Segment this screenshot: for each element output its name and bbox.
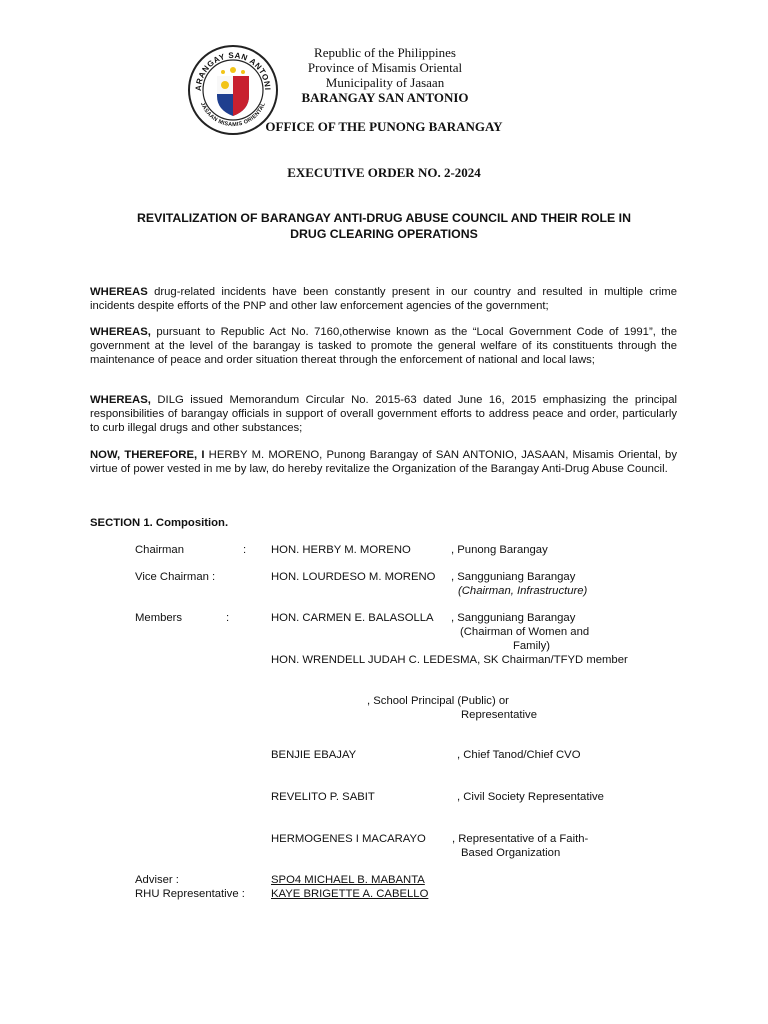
vice-chairman-name: HON. LOURDESO M. MORENO (271, 571, 436, 583)
chairman-position: , Punong Barangay (451, 544, 548, 556)
member-3-position: , School Principal (Public) or (367, 695, 509, 707)
now-therefore-paragraph (90, 448, 677, 476)
whereas-paragraph-3 (90, 393, 677, 435)
whereas-paragraph-1 (90, 285, 677, 313)
header-barangay: BARANGAY SAN ANTONIO (301, 90, 469, 105)
paragraph-text: HERBY M. MORENO, Punong Barangay of SAN ANTONIO, JASAAN, Misamis Oriental, by virtue of power vested in me by law, do hereby revitalize the Organization of the Barangay Anti-Drug Abuse Council. (90, 449, 677, 475)
order-title-line1: REVITALIZATION OF BARANGAY ANTI-DRUG ABUSE COUNCIL AND THEIR ROLE IN (137, 211, 631, 225)
paragraph-text: pursuant to Republic Act No. 7160,otherwise known as the “Local Government Code of 1991”, the government at the level of the barangay is tasked to promote the general welfare of its constituents through the maintenance of peace and order situation thereat through the enforcement of national and local laws; (90, 326, 677, 366)
executive-order-number: EXECUTIVE ORDER NO. 2-2024 (287, 165, 481, 180)
paragraph-lead: NOW, THEREFORE, I (90, 449, 205, 461)
header-municipality: Municipality of Jasaan (325, 75, 445, 90)
member-4-position: , Chief Tanod/Chief CVO (457, 749, 581, 761)
chairman-name: HON. HERBY M. MORENO (271, 544, 411, 556)
member-3-sub: Representative (461, 709, 537, 721)
member-1-sub2: Family) (513, 640, 551, 652)
chairman-role: Chairman (135, 544, 184, 556)
chairman-colon: : (243, 544, 247, 556)
member-1-sub1: (Chairman of Women and (460, 626, 590, 638)
section-1-heading: SECTION 1. Composition. (90, 517, 229, 529)
rhu-role: RHU Representative : (135, 888, 245, 900)
order-title-line2: DRUG CLEARING OPERATIONS (290, 227, 478, 241)
seal-text-bottom: JASAAN MISAMIS ORIENTAL (198, 101, 268, 129)
header-province: Province of Misamis Oriental (307, 60, 463, 75)
seal-text-top: ARANGAY SAN ANTONI (193, 50, 273, 92)
paragraph-text: drug-related incidents have been constantly present in our country and resulted in multiple crime incidents despite efforts of the PNP and other law enforcement agencies of the government; (90, 286, 677, 312)
header-republic: Republic of the Philippines (314, 45, 456, 60)
member-4-name: BENJIE EBAJAY (271, 749, 357, 761)
adviser-role: Adviser : (135, 874, 179, 886)
members-colon: : (226, 612, 230, 624)
adviser-name: SPO4 MICHAEL B. MABANTA (271, 874, 425, 886)
member-1-name: HON. CARMEN E. BALASOLLA (271, 612, 434, 624)
vice-chairman-sub: (Chairman, Infrastructure) (458, 585, 588, 597)
member-5-name: REVELITO P. SABIT (271, 791, 375, 803)
paragraph-text: DILG issued Memorandum Circular No. 2015-63 dated June 16, 2015 emphasizing the principal responsibilities of barangay officials in support of overall government efforts to address peace and order, particularly to curb illegal drugs and other substances; (90, 394, 677, 434)
paragraph-lead: WHEREAS, (90, 326, 151, 338)
member-6-sub: Based Organization (461, 847, 561, 859)
members-role: Members (135, 612, 183, 624)
rhu-name: KAYE BRIGETTE A. CABELLO (271, 888, 429, 900)
member-6-name: HERMOGENES I MACARAYO (271, 833, 426, 845)
vice-chairman-position: , Sangguniang Barangay (451, 571, 576, 583)
member-6-position: , Representative of a Faith- (452, 833, 589, 845)
member-2: HON. WRENDELL JUDAH C. LEDESMA, SK Chairman/TFYD member (271, 654, 628, 666)
paragraph-lead: WHEREAS (90, 286, 148, 298)
whereas-paragraph-2 (90, 325, 677, 367)
vice-chairman-role: Vice Chairman : (135, 571, 216, 583)
member-1-position: , Sangguniang Barangay (451, 612, 576, 624)
office-title: OFFICE OF THE PUNONG BARANGAY (265, 119, 503, 134)
paragraph-lead: WHEREAS, (90, 394, 151, 406)
member-5-position: , Civil Society Representative (457, 791, 604, 803)
